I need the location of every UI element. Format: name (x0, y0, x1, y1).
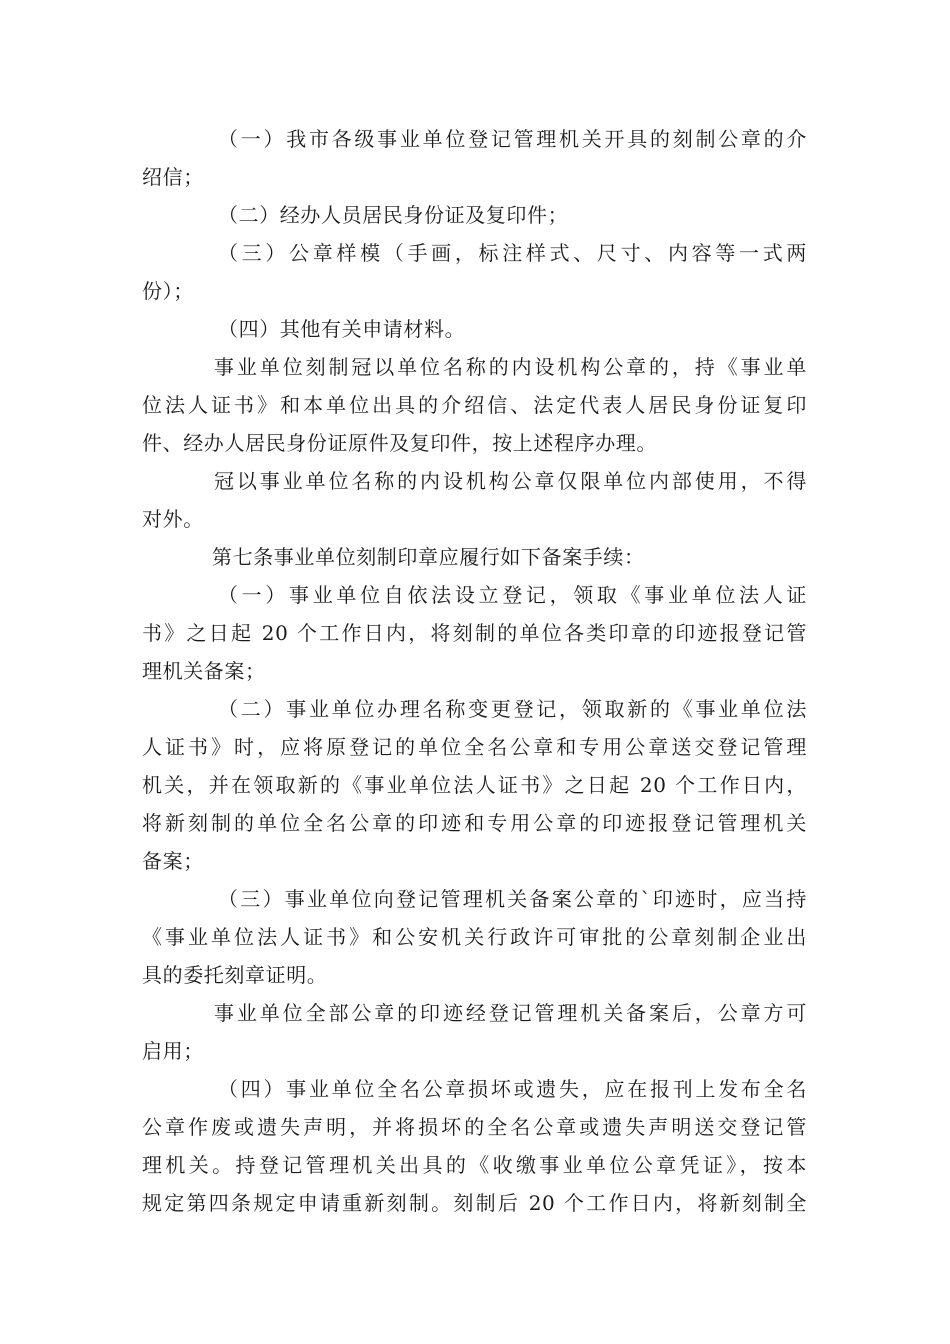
text-line: 公章作废或遗失声明，并将损坏的全名公章或遗失声明送交登记管 (142, 1115, 807, 1139)
text-line: 理机关备案； (142, 659, 266, 683)
text-line: 理机关。持登记管理机关出具的《收缴事业单位公章凭证》，按本 (142, 1153, 807, 1177)
text-line: 绍信； (142, 165, 204, 189)
text-line: 位法人证书》和本单位出具的介绍信、法定代表人居民身份证复印 (142, 393, 807, 417)
text-line: 人证书》时，应将原登记的单位全名公章和专用公章送交登记管理 (142, 735, 807, 759)
text-line: 件、经办人居民身份证原件及复印件，按上述程序办理。 (142, 431, 657, 455)
text-line: （三）事业单位向登记管理机关备案公章的`印迹时，应当持 (218, 887, 807, 911)
text-line: 份）； (142, 279, 194, 303)
text-line: 书》之日起 20 个工作日内，将刻制的单位各类印章的印迹报登记管 (142, 621, 807, 645)
text-line: （四）事业单位全名公章损坏或遗失，应在报刊上发布全名 (218, 1077, 807, 1101)
text-line: 《事业单位法人证书》和公安机关行政许可审批的公章刻制企业出 (142, 925, 807, 949)
text-line: （四）其他有关申请材料。 (218, 317, 466, 341)
text-line: （三）公章样模（手画，标注样式、尺寸、内容等一式两 (218, 241, 807, 265)
text-line: 启用； (142, 1039, 204, 1063)
text-line: （二）事业单位办理名称变更登记，领取新的《事业单位法 (218, 697, 807, 721)
text-line: 冠以事业单位名称的内设机构公章仅限单位内部使用，不得 (214, 469, 807, 493)
text-line: 规定第四条规定申请重新刻制。刻制后 20 个工作日内，将新刻制全 (142, 1191, 807, 1215)
text-line: 机关，并在领取新的《事业单位法人证书》之日起 20 个工作日内， (142, 773, 807, 797)
text-line: （二）经办人员居民身份证及复印件； (218, 203, 569, 227)
text-line: 第七条事业单位刻制印章应履行如下备案手续： (212, 545, 645, 569)
text-line: 事业单位刻制冠以单位名称的内设机构公章的，持《事业单 (214, 355, 807, 379)
text-line: （一）事业单位自依法设立登记，领取《事业单位法人证 (218, 583, 807, 607)
text-line: 对外。 (142, 507, 204, 531)
text-line: 具的委托刻章证明。 (142, 963, 328, 987)
text-line: 备案； (142, 849, 204, 873)
text-line: 将新刻制的单位全名公章的印迹和专用公章的印迹报登记管理机关 (142, 811, 807, 835)
text-line: （一）我市各级事业单位登记管理机关开具的刻制公章的介 (218, 127, 807, 151)
text-line: 事业单位全部公章的印迹经登记管理机关备案后，公章方可 (214, 1001, 807, 1025)
